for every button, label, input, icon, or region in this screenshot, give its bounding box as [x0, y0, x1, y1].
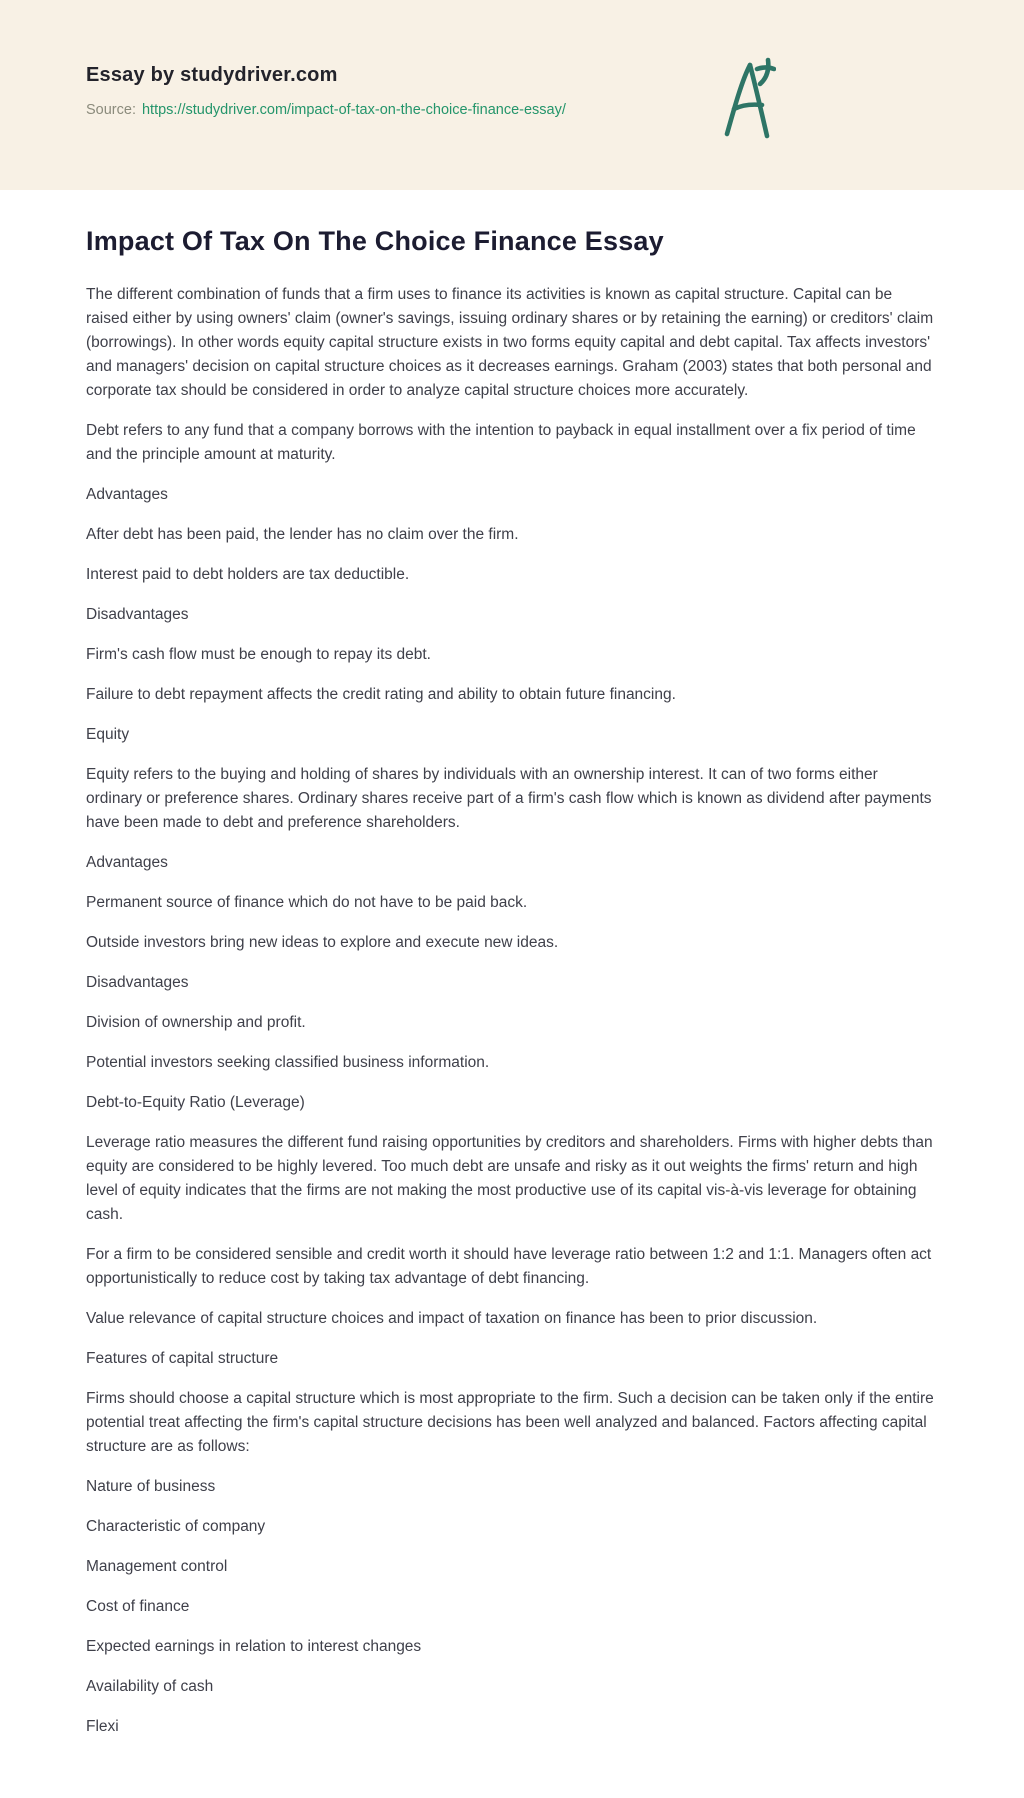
- source-label: Source:: [86, 102, 136, 118]
- essay-paragraph: The different combination of funds that a firm uses to finance its activities is known as capital structure. Capital can be raised either by using owners' claim (owner's savings, issuing ordinary shares or by retaining the earning) or creditors' claim (borrowings). In other words equity capital structure exists in two forms equity capital and debt capital. Tax affects investors' and managers' decision on capital structure choices as it decreases earnings. Graham (2003) states that both personal and corporate tax should be considered in order to analyze capital structure choices more accurately.: [86, 286, 934, 399]
- essay-paragraph: Equity: [86, 726, 130, 743]
- essay-paragraph: Debt refers to any fund that a company borrows with the intention to payback in equal installment over a fix period of time and the principle amount at maturity.: [86, 422, 916, 463]
- essay-paragraph: Flexi: [86, 1718, 119, 1735]
- essay-paragraph: Potential investors seeking classified business information.: [86, 1054, 490, 1071]
- essay-paragraph: Nature of business: [86, 1478, 216, 1495]
- essay-paragraph: Debt-to-Equity Ratio (Leverage): [86, 1094, 305, 1111]
- essay-paragraph: Firm's cash flow must be enough to repay its debt.: [86, 646, 431, 663]
- essay-paragraph: Cost of finance: [86, 1598, 190, 1615]
- essay-paragraph: Permanent source of finance which do not have to be paid back.: [86, 894, 528, 911]
- essay-paragraph: Advantages: [86, 486, 168, 503]
- essay-paragraph: Value relevance of capital structure choices and impact of taxation on finance has been to prior discussion.: [86, 1310, 818, 1327]
- essay-paragraph: Features of capital structure: [86, 1350, 279, 1367]
- essay-paragraph: For a firm to be considered sensible and credit worth it should have leverage ratio between 1:2 and 1:1. Managers often act opportunistically to reduce cost by taking tax advantage of debt financing.: [86, 1246, 932, 1287]
- essay-paragraph: Equity refers to the buying and holding of shares by individuals with an ownership interest. It can of two forms either ordinary or preference shares. Ordinary shares receive part of a firm's cash flow which is known as dividend after payments have been made to debt and preference shareholders.: [86, 766, 932, 831]
- source-line: [86, 102, 938, 118]
- essay-paragraph: Division of ownership and profit.: [86, 1014, 306, 1031]
- essay-paragraph: Outside investors bring new ideas to explore and execute new ideas.: [86, 934, 559, 951]
- essay-paragraph: Interest paid to debt holders are tax deductible.: [86, 566, 410, 583]
- essay-paragraph: Disadvantages: [86, 606, 189, 623]
- essay-paragraph: Firms should choose a capital structure which is most appropriate to the firm. Such a decision can be taken only if the entire potential treat affecting the firm's capital structure decisions has been well analyzed and balanced. Factors affecting capital structure are as follows:: [86, 1390, 934, 1455]
- essay-paragraph: Disadvantages: [86, 974, 189, 991]
- document-header: [0, 0, 1024, 190]
- essay-paragraph: Characteristic of company: [86, 1518, 266, 1535]
- essay-paragraph: Availability of cash: [86, 1678, 214, 1695]
- essay-paragraph: Expected earnings in relation to interest changes: [86, 1638, 422, 1655]
- studydriver-a-plus-logo-icon: [722, 56, 776, 140]
- essay-paragraph: Failure to debt repayment affects the credit rating and ability to obtain future financing.: [86, 686, 676, 703]
- header-title: Essay by studydriver.com: [86, 64, 338, 86]
- source-url-link[interactable]: https://studydriver.com/impact-of-tax-on-the-choice-finance-essay/: [141, 102, 566, 118]
- essay-paragraph: After debt has been paid, the lender has no claim over the firm.: [86, 526, 519, 543]
- essay-paragraph: Leverage ratio measures the different fund raising opportunities by creditors and shareholders. Firms with higher debts than equity are considered to be highly levered. Too much debt are unsafe and risky as it out weights the firms' return and high level of equity indicates that the firms are not making the most productive use of its capital vis-à-vis leverage for obtaining cash.: [86, 1134, 933, 1223]
- essay-title: Impact Of Tax On The Choice Finance Essay: [86, 226, 664, 256]
- essay-paragraph: Advantages: [86, 854, 168, 871]
- essay-card: [0, 190, 1024, 1798]
- essay-paragraph: Management control: [86, 1558, 228, 1575]
